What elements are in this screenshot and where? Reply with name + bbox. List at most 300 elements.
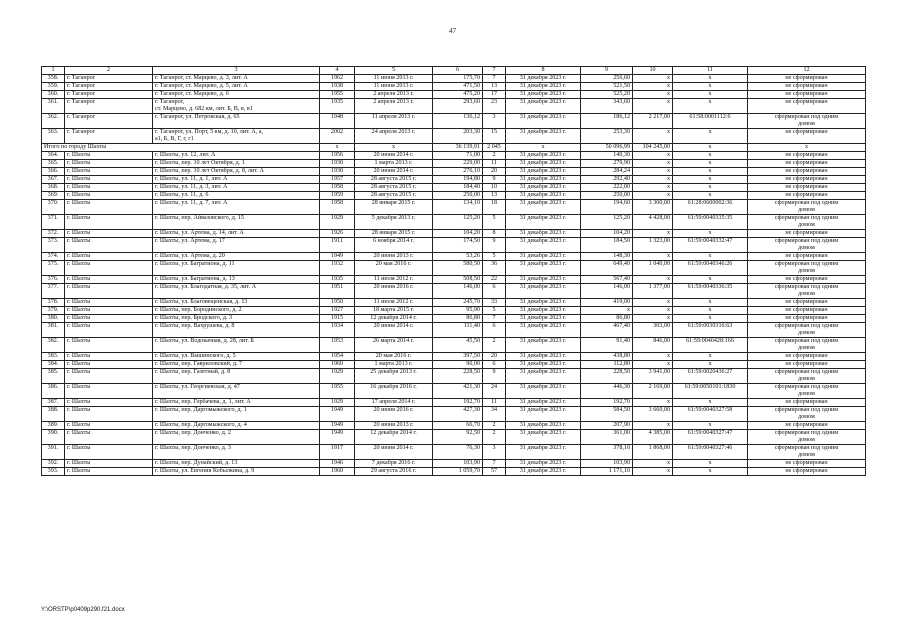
- residents-cell: 13: [483, 192, 506, 200]
- residents-cell: 7: [483, 75, 506, 83]
- row-number-cell: 391.: [42, 445, 65, 460]
- total-cost-cell: 50 096,99: [581, 144, 633, 152]
- area-cell: 421,30: [433, 384, 483, 399]
- total-year-cell: x: [320, 144, 355, 152]
- address-cell: г. Таганрог, ул. Порт, 5 км, д. 10, лит. А, а, а1, Б, В, Г, г, г1: [153, 129, 320, 144]
- land-area-cell: x: [633, 422, 673, 430]
- address-cell: г. Шахты, ул. 11, д. 3, лит. А: [153, 184, 320, 192]
- municipality-cell: г. Шахты: [65, 338, 153, 353]
- table-row: [42, 384, 866, 399]
- recognition-date-cell: 28 августа 2015 г.: [355, 192, 433, 200]
- cost-cell: 467,40: [581, 323, 633, 338]
- row-number-cell: 358.: [42, 75, 65, 83]
- deadline-cell: 31 декабря 2023 г.: [506, 384, 581, 399]
- land-status-cell: сформирован под одним домом: [748, 369, 866, 384]
- area-cell: 174,50: [433, 238, 483, 253]
- address-cell: г. Шахты, пер. Донченко, д. 3: [153, 445, 320, 460]
- year-built-cell: 1929: [320, 215, 355, 230]
- table-row: [42, 160, 866, 168]
- cost-cell: 250,00: [581, 192, 633, 200]
- row-number-cell: 359.: [42, 83, 65, 91]
- table-row: [42, 353, 866, 361]
- municipality-cell: г. Шахты: [65, 445, 153, 460]
- cost-cell: 192,70: [581, 399, 633, 407]
- row-number-cell: 377.: [42, 284, 65, 299]
- deadline-cell: 31 декабря 2023 г.: [506, 91, 581, 99]
- land-area-cell: 303,00: [633, 323, 673, 338]
- recognition-date-cell: 1 марта 2013 г.: [355, 361, 433, 369]
- year-built-cell: 1917: [320, 445, 355, 460]
- recognition-date-cell: 24 апреля 2013 г.: [355, 129, 433, 144]
- land-area-cell: x: [633, 315, 673, 323]
- recognition-date-cell: 28 августа 2015 г.: [355, 176, 433, 184]
- municipality-cell: г. Шахты: [65, 168, 153, 176]
- row-number-cell: 382.: [42, 338, 65, 353]
- address-cell: г. Таганрог, ст. Марцево, д. 3, лит. А: [153, 75, 320, 83]
- land-status-cell: не сформирован: [748, 361, 866, 369]
- residents-cell: 36: [483, 261, 506, 276]
- land-area-cell: x: [633, 299, 673, 307]
- land-status-cell: не сформирован: [748, 468, 866, 476]
- year-built-cell: 1949: [320, 407, 355, 422]
- land-area-cell: x: [633, 307, 673, 315]
- row-number-cell: 362.: [42, 114, 65, 129]
- column-number: 2: [65, 67, 153, 75]
- residents-cell: 7: [483, 460, 506, 468]
- recognition-date-cell: 11 апреля 2013 г.: [355, 114, 433, 129]
- cadastral-number-cell: 61:59:0040335:35: [673, 215, 748, 230]
- cadastral-number-cell: 61:59:0030316:63: [673, 323, 748, 338]
- area-cell: 92,50: [433, 430, 483, 445]
- residents-cell: 17: [483, 91, 506, 99]
- total-dl-cell: x: [506, 144, 581, 152]
- land-status-cell: не сформирован: [748, 160, 866, 168]
- deadline-cell: 31 декабря 2023 г.: [506, 168, 581, 176]
- cadastral-number-cell: x: [673, 361, 748, 369]
- cost-cell: 253,30: [581, 129, 633, 144]
- municipality-cell: г. Шахты: [65, 399, 153, 407]
- recognition-date-cell: 28 августа 2015 г.: [355, 184, 433, 192]
- year-built-cell: 1926: [320, 230, 355, 238]
- area-cell: 229,00: [433, 160, 483, 168]
- cadastral-number-cell: x: [673, 91, 748, 99]
- cost-cell: 222,00: [581, 184, 633, 192]
- table-row: [42, 422, 866, 430]
- table-row: [42, 75, 866, 83]
- land-status-cell: сформирован под одним домом: [748, 238, 866, 253]
- year-built-cell: 1954: [320, 353, 355, 361]
- area-cell: 103,90: [433, 460, 483, 468]
- column-number: 3: [153, 67, 320, 75]
- year-built-cell: 1930: [320, 168, 355, 176]
- year-built-cell: 1960: [320, 468, 355, 476]
- address-cell: г. Шахты, пер. 10 лет Октября, д. 1: [153, 160, 320, 168]
- land-area-cell: x: [633, 83, 673, 91]
- municipality-cell: г. Шахты: [65, 230, 153, 238]
- land-status-cell: не сформирован: [748, 152, 866, 160]
- municipality-cell: г. Шахты: [65, 299, 153, 307]
- area-cell: 471,50: [433, 83, 483, 91]
- area-cell: 125,20: [433, 215, 483, 230]
- area-cell: 136,12: [433, 114, 483, 129]
- deadline-cell: 31 декабря 2023 г.: [506, 338, 581, 353]
- deadline-cell: 31 декабря 2023 г.: [506, 276, 581, 284]
- table-row: [42, 407, 866, 422]
- row-number-cell: 372.: [42, 230, 65, 238]
- row-number-cell: 387.: [42, 399, 65, 407]
- land-area-cell: x: [633, 184, 673, 192]
- land-area-cell: 2 217,00: [633, 114, 673, 129]
- cost-cell: 146,00: [581, 284, 633, 299]
- land-area-cell: 2 169,00: [633, 384, 673, 399]
- recognition-date-cell: 11 июля 2012 г.: [355, 299, 433, 307]
- cadastral-number-cell: 61:59:0020436:27: [673, 369, 748, 384]
- column-number-row: [42, 67, 866, 75]
- area-cell: 184,40: [433, 184, 483, 192]
- cadastral-number-cell: 61:28:0600002:36: [673, 200, 748, 215]
- land-area-cell: x: [633, 361, 673, 369]
- address-cell: г. Шахты, пер. Даргомыжского, д. 4: [153, 422, 320, 430]
- area-cell: 71,00: [433, 152, 483, 160]
- municipality-cell: г. Шахты: [65, 160, 153, 168]
- recognition-date-cell: 17 апреля 2014 г.: [355, 399, 433, 407]
- residents-cell: 2: [483, 422, 506, 430]
- column-number: 9: [581, 67, 633, 75]
- year-built-cell: 1935: [320, 99, 355, 114]
- total-kad-cell: x: [673, 144, 748, 152]
- recognition-date-cell: 11 июня 2013 г.: [355, 75, 433, 83]
- municipality-cell: г. Шахты: [65, 184, 153, 192]
- land-area-cell: x: [633, 353, 673, 361]
- address-cell: г. Таганрог, ст. Марцево, д. 5, лит. А: [153, 83, 320, 91]
- row-number-cell: 388.: [42, 407, 65, 422]
- address-cell: г. Шахты, пер. Донченко, д. 2: [153, 430, 320, 445]
- municipality-cell: г. Шахты: [65, 430, 153, 445]
- address-cell: г. Шахты, пер. 10 лет Октября, д. 8, лит. А: [153, 168, 320, 176]
- area-cell: 111,40: [433, 323, 483, 338]
- land-status-cell: сформирован под одним домом: [748, 445, 866, 460]
- table-row: [42, 91, 866, 99]
- cost-cell: 104,20: [581, 230, 633, 238]
- municipality-cell: г. Шахты: [65, 323, 153, 338]
- land-status-cell: сформирован под одним домом: [748, 430, 866, 445]
- residents-cell: 33: [483, 299, 506, 307]
- cost-cell: 284,24: [581, 168, 633, 176]
- year-built-cell: 1959: [320, 192, 355, 200]
- cadastral-number-cell: x: [673, 230, 748, 238]
- land-status-cell: не сформирован: [748, 399, 866, 407]
- year-built-cell: 1927: [320, 307, 355, 315]
- area-cell: 580,50: [433, 261, 483, 276]
- residents-cell: 9: [483, 176, 506, 184]
- land-area-cell: 4 385,00: [633, 430, 673, 445]
- table-row: [42, 200, 866, 215]
- cadastral-number-cell: x: [673, 184, 748, 192]
- municipality-cell: г. Шахты: [65, 369, 153, 384]
- recognition-date-cell: 20 июня 2016 г.: [355, 284, 433, 299]
- year-built-cell: 1949: [320, 430, 355, 445]
- land-area-cell: x: [633, 99, 673, 114]
- cost-cell: 125,20: [581, 215, 633, 230]
- cost-cell: 112,80: [581, 361, 633, 369]
- land-status-cell: сформирован под одним домом: [748, 284, 866, 299]
- cost-cell: 228,50: [581, 369, 633, 384]
- recognition-date-cell: 5 декабря 2013 г.: [355, 215, 433, 230]
- row-number-cell: 378.: [42, 299, 65, 307]
- column-number: 6: [433, 67, 483, 75]
- cadastral-number-cell: x: [673, 276, 748, 284]
- address-cell: г. Шахты, ул. 12, лит. А: [153, 152, 320, 160]
- municipality-cell: г. Шахты: [65, 284, 153, 299]
- cost-cell: 207,90: [581, 422, 633, 430]
- residents-cell: 34: [483, 407, 506, 422]
- table-row: [42, 276, 866, 284]
- land-area-cell: 3 941,00: [633, 369, 673, 384]
- cost-cell: 567,40: [581, 276, 633, 284]
- residents-cell: 6: [483, 361, 506, 369]
- table-row: [42, 238, 866, 253]
- cadastral-number-cell: x: [673, 422, 748, 430]
- land-status-cell: не сформирован: [748, 460, 866, 468]
- land-area-cell: x: [633, 399, 673, 407]
- municipality-cell: г. Шахты: [65, 192, 153, 200]
- deadline-cell: 31 декабря 2023 г.: [506, 176, 581, 184]
- cadastral-number-cell: x: [673, 315, 748, 323]
- residents-cell: 15: [483, 129, 506, 144]
- area-cell: 293,60: [433, 99, 483, 114]
- cost-cell: 446,30: [581, 384, 633, 399]
- cadastral-number-cell: x: [673, 129, 748, 144]
- municipality-cell: г. Таганрог: [65, 83, 153, 91]
- table-row: [42, 184, 866, 192]
- recognition-date-cell: 11 июля 2012 г.: [355, 276, 433, 284]
- deadline-cell: 31 декабря 2023 г.: [506, 422, 581, 430]
- land-area-cell: x: [633, 91, 673, 99]
- deadline-cell: 31 декабря 2023 г.: [506, 284, 581, 299]
- residents-cell: 2: [483, 152, 506, 160]
- cost-cell: 140,30: [581, 152, 633, 160]
- land-status-cell: не сформирован: [748, 99, 866, 114]
- recognition-date-cell: 12 декабря 2014 г.: [355, 430, 433, 445]
- land-status-cell: не сформирован: [748, 276, 866, 284]
- year-built-cell: 1932: [320, 261, 355, 276]
- deadline-cell: 31 декабря 2023 г.: [506, 129, 581, 144]
- address-cell: г. Шахты, ул. Вышинского, д. 5: [153, 353, 320, 361]
- land-status-cell: сформирован под одним домом: [748, 215, 866, 230]
- deadline-cell: 31 декабря 2023 г.: [506, 430, 581, 445]
- table-row: [42, 168, 866, 176]
- row-number-cell: 360.: [42, 91, 65, 99]
- land-status-cell: сформирован под одним домом: [748, 384, 866, 399]
- recognition-date-cell: 2 апреля 2013 г.: [355, 99, 433, 114]
- area-cell: 203,30: [433, 129, 483, 144]
- land-status-cell: не сформирован: [748, 129, 866, 144]
- area-cell: 45,50: [433, 338, 483, 353]
- deadline-cell: 31 декабря 2023 г.: [506, 192, 581, 200]
- year-built-cell: 1953: [320, 338, 355, 353]
- land-area-cell: x: [633, 192, 673, 200]
- address-cell: г. Таганрог, ул. Петровская, д. 65: [153, 114, 320, 129]
- year-built-cell: 1929: [320, 399, 355, 407]
- row-number-cell: 373.: [42, 238, 65, 253]
- land-status-cell: не сформирован: [748, 315, 866, 323]
- cost-cell: 279,90: [581, 160, 633, 168]
- table-row: [42, 176, 866, 184]
- table-row: [42, 399, 866, 407]
- land-area-cell: 3 300,00: [633, 200, 673, 215]
- recognition-date-cell: 2 апреля 2013 г.: [355, 91, 433, 99]
- deadline-cell: 31 декабря 2023 г.: [506, 407, 581, 422]
- residents-cell: 13: [483, 83, 506, 91]
- residents-cell: 9: [483, 369, 506, 384]
- column-number: 4: [320, 67, 355, 75]
- total-row: [42, 144, 866, 152]
- land-status-cell: сформирован под одним домом: [748, 114, 866, 129]
- deadline-cell: 31 декабря 2023 г.: [506, 238, 581, 253]
- column-number: 7: [483, 67, 506, 75]
- recognition-date-cell: 20 мая 2016 г.: [355, 353, 433, 361]
- residents-cell: 2: [483, 430, 506, 445]
- row-number-cell: 379.: [42, 307, 65, 315]
- page-number: 47: [449, 27, 456, 35]
- total-date-cell: x: [355, 144, 433, 152]
- residents-cell: 18: [483, 200, 506, 215]
- area-cell: 427,30: [433, 407, 483, 422]
- address-cell: г. Шахты, пер. Дунайский, д. 13: [153, 460, 320, 468]
- land-status-cell: не сформирован: [748, 299, 866, 307]
- cost-cell: 91,40: [581, 338, 633, 353]
- deadline-cell: 31 декабря 2023 г.: [506, 299, 581, 307]
- address-cell: г. Шахты, ул. Евгения Кобылкина, д. 9: [153, 468, 320, 476]
- address-cell: г. Шахты, пер. Даргомыжского, д. 1: [153, 407, 320, 422]
- address-cell: г. Шахты, пер. Айвазовского, д. 15: [153, 215, 320, 230]
- table-row: [42, 468, 866, 476]
- residents-cell: 7: [483, 315, 506, 323]
- row-number-cell: 390.: [42, 430, 65, 445]
- address-cell: г. Шахты, ул. Артема, д. 20: [153, 253, 320, 261]
- deadline-cell: 31 декабря 2023 г.: [506, 215, 581, 230]
- area-cell: 397,50: [433, 353, 483, 361]
- cost-cell: 649,40: [581, 261, 633, 276]
- cadastral-number-cell: x: [673, 75, 748, 83]
- land-area-cell: x: [633, 276, 673, 284]
- area-cell: 276,10: [433, 168, 483, 176]
- cadastral-number-cell: 61:59:0040346:26: [673, 261, 748, 276]
- municipality-cell: г. Шахты: [65, 307, 153, 315]
- land-area-cell: 4 428,00: [633, 215, 673, 230]
- cadastral-number-cell: x: [673, 299, 748, 307]
- area-cell: 245,70: [433, 299, 483, 307]
- address-cell: г. Шахты, ул. 11, д. 7, лит. А: [153, 200, 320, 215]
- residents-cell: 57: [483, 468, 506, 476]
- year-built-cell: 1951: [320, 284, 355, 299]
- table-row: [42, 230, 866, 238]
- row-number-cell: 381.: [42, 323, 65, 338]
- table-row: [42, 261, 866, 276]
- municipality-cell: г. Таганрог: [65, 129, 153, 144]
- cadastral-number-cell: 61:58:0001112:6: [673, 114, 748, 129]
- row-number-cell: 389.: [42, 422, 65, 430]
- year-built-cell: 1957: [320, 176, 355, 184]
- year-built-cell: 1911: [320, 238, 355, 253]
- area-cell: 175,70: [433, 75, 483, 83]
- residents-cell: 3: [483, 114, 506, 129]
- residents-cell: 20: [483, 168, 506, 176]
- deadline-cell: 31 декабря 2023 г.: [506, 160, 581, 168]
- table-row: [42, 253, 866, 261]
- deadline-cell: 31 декабря 2023 г.: [506, 460, 581, 468]
- area-cell: 76,30: [433, 445, 483, 460]
- table-row: [42, 460, 866, 468]
- row-number-cell: 393.: [42, 468, 65, 476]
- residents-cell: 11: [483, 160, 506, 168]
- municipality-cell: г. Шахты: [65, 200, 153, 215]
- table-row: [42, 114, 866, 129]
- area-cell: 228,50: [433, 369, 483, 384]
- address-cell: г. Таганрог, ст. Марцево, д. 6: [153, 91, 320, 99]
- deadline-cell: 31 декабря 2023 г.: [506, 369, 581, 384]
- recognition-date-cell: 20 июня 2013 г.: [355, 422, 433, 430]
- municipality-cell: г. Шахты: [65, 353, 153, 361]
- cadastral-number-cell: 61:59:0040332:47: [673, 238, 748, 253]
- table-row: [42, 83, 866, 91]
- cost-cell: 194,60: [581, 200, 633, 215]
- table-row: [42, 192, 866, 200]
- land-status-cell: сформирован под одним домом: [748, 407, 866, 422]
- land-status-cell: не сформирован: [748, 184, 866, 192]
- recognition-date-cell: 11 июня 2013 г.: [355, 83, 433, 91]
- land-status-cell: не сформирован: [748, 353, 866, 361]
- deadline-cell: 31 декабря 2023 г.: [506, 307, 581, 315]
- municipality-cell: г. Таганрог: [65, 91, 153, 99]
- municipality-cell: г. Шахты: [65, 422, 153, 430]
- row-number-cell: 376.: [42, 276, 65, 284]
- area-cell: 90,00: [433, 361, 483, 369]
- column-number: 12: [748, 67, 866, 75]
- cadastral-number-cell: x: [673, 160, 748, 168]
- table-row: [42, 99, 866, 114]
- cadastral-number-cell: x: [673, 460, 748, 468]
- recognition-date-cell: 26 марта 2014 г.: [355, 338, 433, 353]
- address-cell: г. Шахты, пер. Гавриловский, д. 7: [153, 361, 320, 369]
- municipality-cell: г. Шахты: [65, 361, 153, 369]
- residents-cell: 24: [483, 384, 506, 399]
- cost-cell: 438,80: [581, 353, 633, 361]
- area-cell: 104,20: [433, 230, 483, 238]
- row-number-cell: 384.: [42, 361, 65, 369]
- table-row: [42, 430, 866, 445]
- year-built-cell: 1946: [320, 460, 355, 468]
- year-built-cell: 1956: [320, 152, 355, 160]
- address-cell: г. Шахты, пер. Вахрушева, д. 8: [153, 323, 320, 338]
- area-cell: 1 059,70: [433, 468, 483, 476]
- cost-cell: 186,12: [581, 114, 633, 129]
- total-status-cell: x: [748, 144, 866, 152]
- cadastral-number-cell: x: [673, 99, 748, 114]
- row-number-cell: 374.: [42, 253, 65, 261]
- land-area-cell: x: [633, 460, 673, 468]
- row-number-cell: 365.: [42, 160, 65, 168]
- residents-cell: 20: [483, 353, 506, 361]
- cadastral-number-cell: x: [673, 253, 748, 261]
- municipality-cell: г. Шахты: [65, 384, 153, 399]
- deadline-cell: 31 декабря 2023 г.: [506, 200, 581, 215]
- residents-cell: 8: [483, 230, 506, 238]
- recognition-date-cell: 20 мая 2016 г.: [355, 261, 433, 276]
- municipality-cell: г. Шахты: [65, 407, 153, 422]
- table-row: [42, 361, 866, 369]
- residents-cell: 6: [483, 323, 506, 338]
